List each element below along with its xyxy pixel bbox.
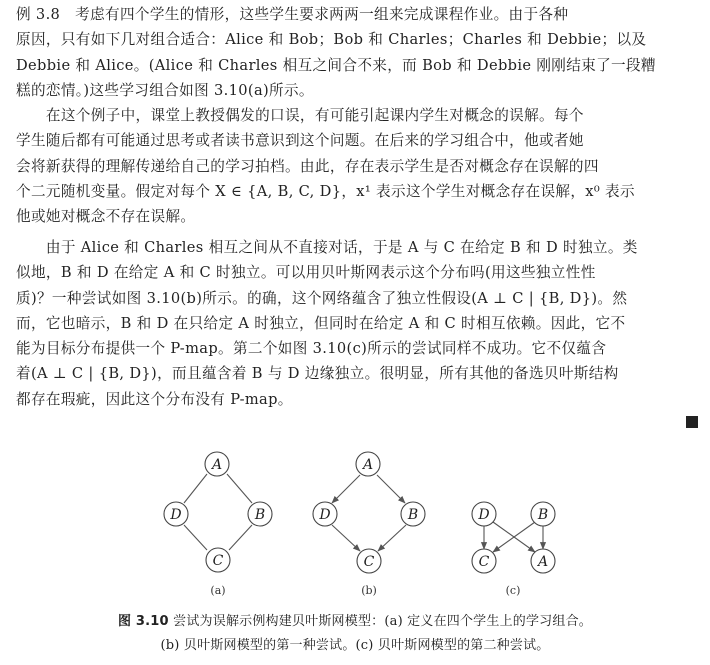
text-line: 会将新获得的理解传递给自己的学习拍档。由此，存在表示学生是否对概念存在误解的四 (16, 157, 599, 175)
subfigure-label-a: (a) (210, 584, 226, 597)
text-line: 由于 Alice 和 Charles 相互之间从不直接对话，于是 A 与 C 在给定 B 和 D 时独立。类 (16, 239, 638, 256)
svg-text:C: C (478, 554, 490, 570)
node-b (531, 502, 555, 526)
edge-a-to-b (377, 475, 405, 503)
svg-text:D: D (319, 507, 331, 523)
edge-a-d (184, 474, 207, 503)
node-a (205, 452, 229, 476)
svg-text:D: D (478, 507, 490, 523)
text-line: 质)？一种尝试如图 3.10(b)所示。的确，这个网络蕴含了独立性假设(A ⊥ C | {B, D})。然 (16, 289, 628, 307)
text-line: 个二元随机变量。假定对每个 X ∈ {A, B, C, D}，x¹ 表示这个学生对概念存在误解，x⁰ 表示 (16, 182, 635, 200)
svg-text:C: C (363, 554, 375, 570)
text-line: 都存在瑕疵，因此这个分布没有 P-map。 (16, 390, 293, 408)
text-line: 而，它也暗示，B 和 D 在只给定 A 时独立，但同时在给定 A 和 C 时相互依赖。因此，它不 (16, 314, 626, 332)
caption-line-2: (b) 贝叶斯网模型的第一种尝试。(c) 贝叶斯网模型的第二种尝试。 (160, 638, 550, 653)
caption-number: 图 3.10 (118, 614, 169, 629)
caption-line-1: 尝试为误解示例构建贝叶斯网模型：(a) 定义在四个学生上的学习组合。 (173, 614, 592, 629)
text-line: 例 3.8 考虑有四个学生的情形，这些学生要求两两一组来完成课程作业。由于各种 (16, 6, 569, 23)
subfigure-label-c: (c) (505, 584, 521, 597)
node-c (206, 548, 230, 572)
edge-d-to-c (332, 525, 360, 551)
svg-text:D: D (170, 507, 182, 523)
subfigure-b (313, 452, 425, 597)
edge-a-to-d (332, 475, 360, 503)
svg-text:A: A (537, 554, 549, 570)
text-line: 他或她对概念不存在误解。 (16, 208, 196, 226)
svg-text:B: B (407, 507, 419, 523)
figure-caption-continued (0, 634, 710, 653)
text-line: Debbie 和 Alice。(Alice 和 Charles 相互之间合不来，而 Bob 和 Debbie 刚刚结束了一段糟 (16, 56, 656, 74)
node-a (356, 452, 380, 476)
node-b (401, 502, 425, 526)
edge-b-c (229, 525, 252, 550)
subfigure-label-b: (b) (361, 584, 377, 597)
edge-d-c (184, 525, 207, 550)
figure-caption (0, 610, 710, 629)
subfigure-a (164, 452, 272, 597)
svg-text:A: A (211, 457, 223, 473)
text-line: 着(A ⊥ C | {B, D})，而且蕴含着 B 与 D 边缘独立。很明显，所有其他的备选贝叶斯结构 (16, 365, 619, 383)
svg-text:A: A (362, 457, 374, 473)
svg-text:B: B (537, 507, 549, 523)
text-line: 糕的恋情。)这些学习组合如图 3.10(a)所示。 (16, 81, 314, 99)
text-line: 在这个例子中，课堂上教授偶发的口误，有可能引起课内学生对概念的误解。每个 (16, 107, 584, 124)
node-b (248, 502, 272, 526)
subfigure-c (472, 502, 555, 597)
node-d (313, 502, 337, 526)
text-line: 似地，B 和 D 在给定 A 和 C 时独立。可以用贝叶斯网表示这个分布吗(用这些独立性性 (16, 264, 596, 282)
node-c (472, 549, 496, 573)
edge-a-b (227, 474, 252, 503)
node-d (472, 502, 496, 526)
text-line: 能为目标分布提供一个 P-map。第二个如图 3.10(c)所示的尝试同样不成功。它不仅蕴含 (16, 340, 607, 358)
node-c (357, 549, 381, 573)
text-line: 原因，只有如下几对组合适合：Alice 和 Bob；Bob 和 Charles；Charles 和 Debbie；以及 (16, 31, 647, 49)
node-d (164, 502, 188, 526)
svg-text:C: C (212, 553, 224, 569)
text-line: 学生随后都有可能通过思考或者读书意识到这个问题。在后来的学习组合中，他或者她 (16, 132, 584, 150)
edge-b-to-c (378, 525, 406, 551)
svg-text:B: B (254, 507, 266, 523)
node-a (531, 549, 555, 573)
